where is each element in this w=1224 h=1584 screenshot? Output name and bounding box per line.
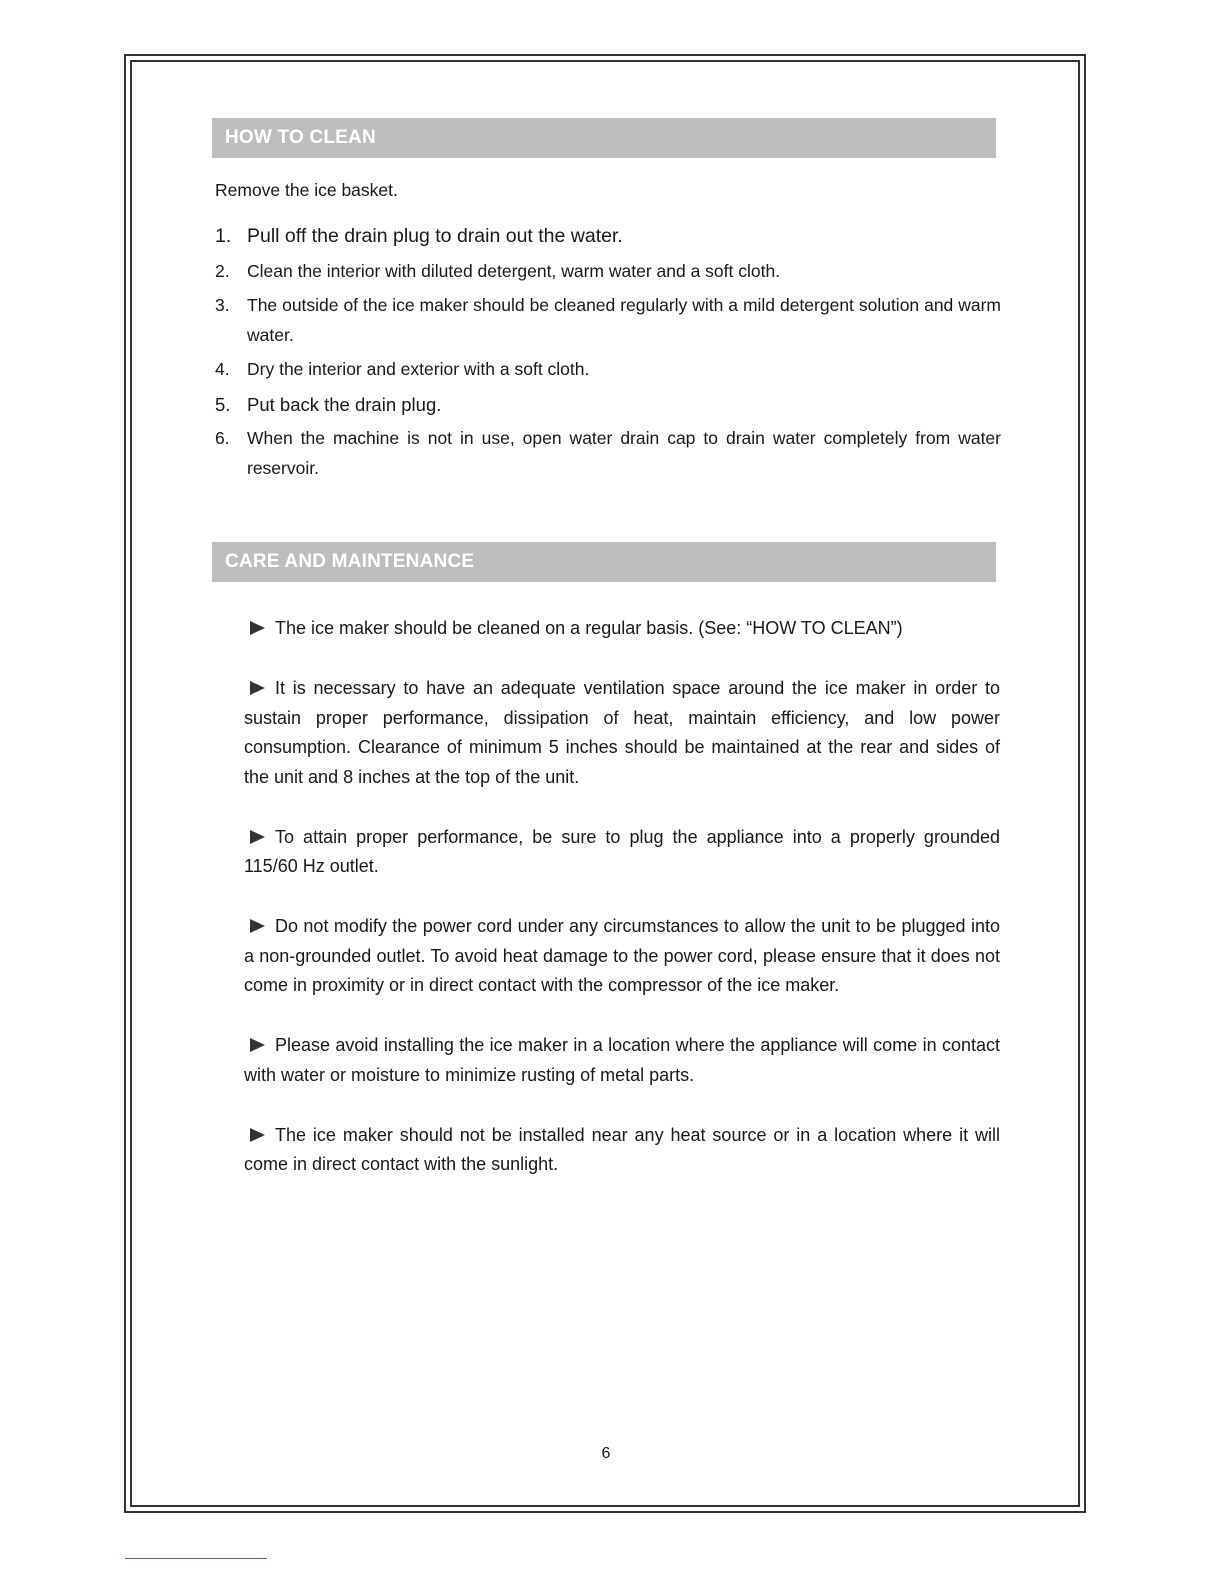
arrow-bullet-icon: [250, 830, 265, 844]
care-text: To attain proper performance, be sure to plug the appliance into a properly grounded 115/60 Hz outlet.: [244, 826, 1000, 876]
list-item: [244, 823, 1000, 882]
step-number: 2.: [215, 260, 230, 281]
care-and-maintenance-heading: CARE AND MAINTENANCE: [212, 542, 996, 582]
arrow-bullet-icon: [250, 1038, 265, 1052]
step-text: The outside of the ice maker should be cleaned regularly with a mild detergent solution and warm water.: [247, 295, 1001, 345]
cleaning-steps-list: [215, 222, 1001, 488]
list-item: [244, 912, 1000, 1001]
care-text: It is necessary to have an adequate ventilation space around the ice maker in order to sustain proper performance, dissipation of heat, maintain efficiency, and low power consumption. Clearance of minimum 5 inches should be maintained at the rear and sides of the unit and 8 inches at the top of the unit.: [244, 678, 1000, 787]
arrow-bullet-icon: [250, 621, 265, 635]
page-number: 6: [601, 1445, 611, 1462]
care-text: The ice maker should not be installed near any heat source or in a location where it will come in direct contact with the sunlight.: [244, 1124, 1000, 1174]
how-to-clean-heading: HOW TO CLEAN: [212, 118, 996, 158]
arrow-bullet-icon: [250, 1128, 265, 1142]
list-item: [215, 257, 1001, 287]
list-item: [215, 424, 1001, 483]
step-number: 5.: [215, 393, 231, 415]
step-text: Clean the interior with diluted detergent, warm water and a soft cloth.: [247, 260, 781, 281]
arrow-bullet-icon: [250, 919, 265, 933]
list-item: [244, 614, 1000, 644]
step-number: 4.: [215, 359, 230, 379]
step-text: Pull off the drain plug to drain out the water.: [247, 225, 623, 247]
step-number: 6.: [215, 428, 230, 448]
care-text: Please avoid installing the ice maker in a location where the appliance will come in contact with water or moisture to minimize rusting of metal parts.: [244, 1035, 1000, 1085]
list-item: [215, 390, 1001, 420]
step-text: Put back the drain plug.: [247, 393, 442, 415]
step-text: When the machine is not in use, open water drain cap to drain water completely from water reservoir.: [247, 428, 1001, 478]
arrow-bullet-icon: [250, 681, 265, 695]
step-number: 1.: [215, 225, 232, 247]
list-item: [215, 222, 1001, 252]
list-item: [244, 1031, 1000, 1090]
care-list: [244, 614, 1000, 1210]
care-text: Do not modify the power cord under any circumstances to allow the unit to be plugged into a non-grounded outlet. To avoid heat damage to the power cord, please ensure that it does not come in proximity or in direct contact with the compressor of the ice maker.: [244, 916, 1000, 995]
list-item: [215, 291, 1001, 350]
list-item: [215, 355, 1001, 385]
step-number: 3.: [215, 295, 230, 315]
how-to-clean-intro: Remove the ice basket.: [215, 180, 398, 200]
step-text: Dry the interior and exterior with a soft cloth.: [247, 359, 590, 379]
list-item: [244, 674, 1000, 792]
footnote-divider: [125, 1558, 267, 1559]
list-item: [244, 1121, 1000, 1180]
care-text: The ice maker should be cleaned on a regular basis. (See: “HOW TO CLEAN”): [275, 618, 903, 638]
